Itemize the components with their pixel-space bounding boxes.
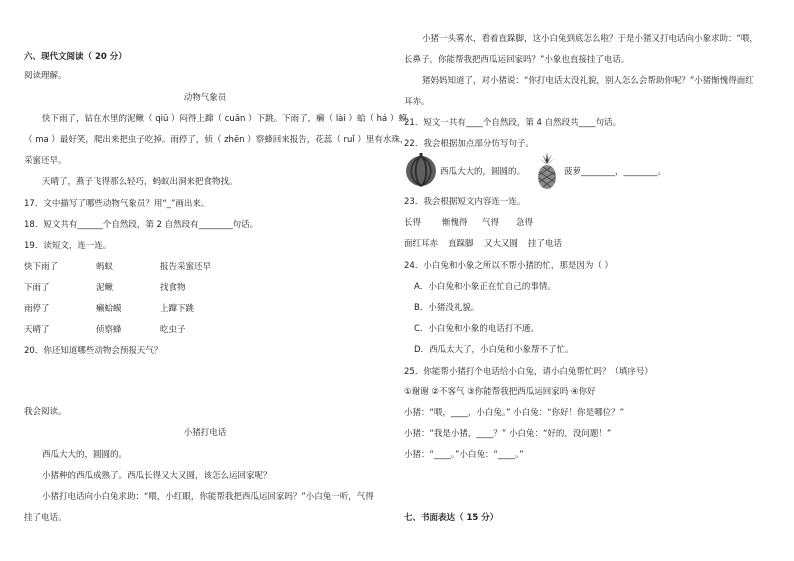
instruction-reading: 阅读理解。	[24, 71, 67, 81]
match-cell: 侦察蜂	[96, 325, 122, 335]
question-19: 19．读短文，连一连。	[24, 241, 112, 251]
passage1-title: 动物气象员	[183, 93, 227, 103]
match-cell: 雨停了	[24, 304, 50, 314]
match-cell: 泥鳅	[96, 283, 114, 293]
passage1-line: 快下雨了，钻在水里的泥鳅（ qiū ）闷得上蹿（ cuān ）下跳。下雨了，癞（ lài ）蛤（ há ）蟆	[42, 114, 407, 124]
passage2-line: 小猪种的西瓜成熟了。西瓜长得又大又圆，该怎么运回家呢？	[42, 471, 272, 481]
q24-option: B．小猪没礼貌。	[414, 303, 480, 313]
question-20: 20．你还知道哪些动物会预报天气？	[24, 346, 163, 356]
match-cell: 下雨了	[24, 283, 50, 293]
section7-title: 七、书面表达（ 15 分）	[404, 513, 499, 523]
match-cell: 吃虫子	[160, 325, 186, 335]
match-cell: 找食物	[160, 283, 186, 293]
pineapple-icon	[534, 152, 560, 190]
q23-cell: 又大又圆	[484, 239, 519, 249]
q24-option: D．西瓜太大了，小白兔和小象帮不了忙。	[414, 345, 574, 355]
q24-option: A．小白兔和小象正在忙自己的事情。	[414, 282, 556, 292]
question-24: 24．小白兔和小象之所以不帮小猪的忙，那是因为（ ）	[404, 261, 614, 271]
q25-choices: ①谢谢 ②不客气 ③你能帮我把西瓜运回家吗 ④你好	[404, 387, 596, 397]
passage1-line: （ ma ）最好笑，爬出来把虫子吃掉。雨停了，侦（ zhēn ）察蜂回来报告，花蕊（ ruǐ ）里有水珠，	[24, 135, 409, 145]
question-23: 23．我会根据短文内容连一连。	[404, 197, 526, 207]
match-cell: 报告采蜜还早	[160, 262, 212, 272]
match-cell: 快下雨了	[24, 262, 59, 272]
passage1-line: 天晴了，燕子飞得那么轻巧，蚂蚁出洞来把食物找。	[42, 177, 238, 187]
match-cell: 癞蛤蟆	[96, 304, 122, 314]
question-17: 17．文中描写了哪些动物气象员？用“_”画出来。	[24, 199, 210, 209]
passage2-line: 小猪打电话向小白兔求助：“喂，小红眼，你能帮我把西瓜运回家吗？”小白兔一听，气得	[42, 492, 374, 502]
question-22: 22．我会根据加点部分仿写句子。	[404, 139, 534, 149]
passage2-title: 小猪打电话	[183, 428, 227, 438]
q22-task: 菠萝________，________。	[564, 167, 667, 177]
dialog-line: 小猪：“我是小猪，____？” 小白兔：“好的，没问题！”	[404, 429, 612, 439]
match-cell: 天晴了	[24, 325, 50, 335]
passage2-line: 挂了电话。	[24, 513, 67, 523]
watermelon-icon	[404, 152, 438, 188]
instruction-read2: 我会阅读。	[24, 407, 67, 417]
q23-cell: 面红耳赤	[404, 239, 439, 249]
section6-title: 六、现代文阅读（ 20 分）	[24, 52, 127, 62]
passage2-line: 小猪一头雾水，看着直跺脚，这小白兔到底怎么啦？于是小猪又打电话向小象求助：“喂，	[422, 34, 758, 44]
passage2-line: 西瓜大大的，圆圆的。	[42, 450, 128, 460]
passage2-line: 耳赤。	[404, 97, 430, 107]
passage2-line: 猪妈妈知道了，对小猪说：“你打电话太没礼貌，别人怎么会帮助你呢？”小猪惭愧得面红	[422, 76, 754, 86]
dialog-line: 小猪：“喂，____，小白兔。” 小白兔：“你好！你是哪位？”	[404, 408, 625, 418]
passage1-line: 采蜜还早。	[24, 156, 67, 166]
q22-example: 西瓜大大的，圆圆的。	[440, 167, 526, 177]
q24-option: C．小白兔和小象的电话打不通。	[414, 324, 539, 334]
match-cell: 上蹿下跳	[160, 304, 195, 314]
q23-cell: 急得	[516, 218, 534, 228]
q23-cell: 惭愧得	[442, 218, 468, 228]
q23-cell: 直跺脚	[448, 239, 474, 249]
q23-cell: 气得	[482, 218, 500, 228]
match-cell: 蚂蚁	[96, 262, 114, 272]
dialog-line: 小猪：“____。”小白兔：“____。”	[404, 450, 524, 460]
question-21: 21．短文一共有____个自然段，第 4 自然段共____句话。	[404, 118, 622, 128]
passage2-line: 长鼻子，你能帮我把西瓜运回家吗？”小象也直接挂了电话。	[404, 55, 630, 65]
q23-cell: 长得	[404, 218, 422, 228]
q23-cell: 挂了电话	[528, 239, 563, 249]
question-18: 18．短文共有______个自然段，第 2 自然段有________句话。	[24, 220, 259, 230]
right-column	[404, 0, 776, 561]
left-column	[24, 0, 409, 561]
question-25: 25．你能帮小猪打个电话给小白兔，请小白兔帮忙吗？（填序号）	[404, 367, 653, 377]
